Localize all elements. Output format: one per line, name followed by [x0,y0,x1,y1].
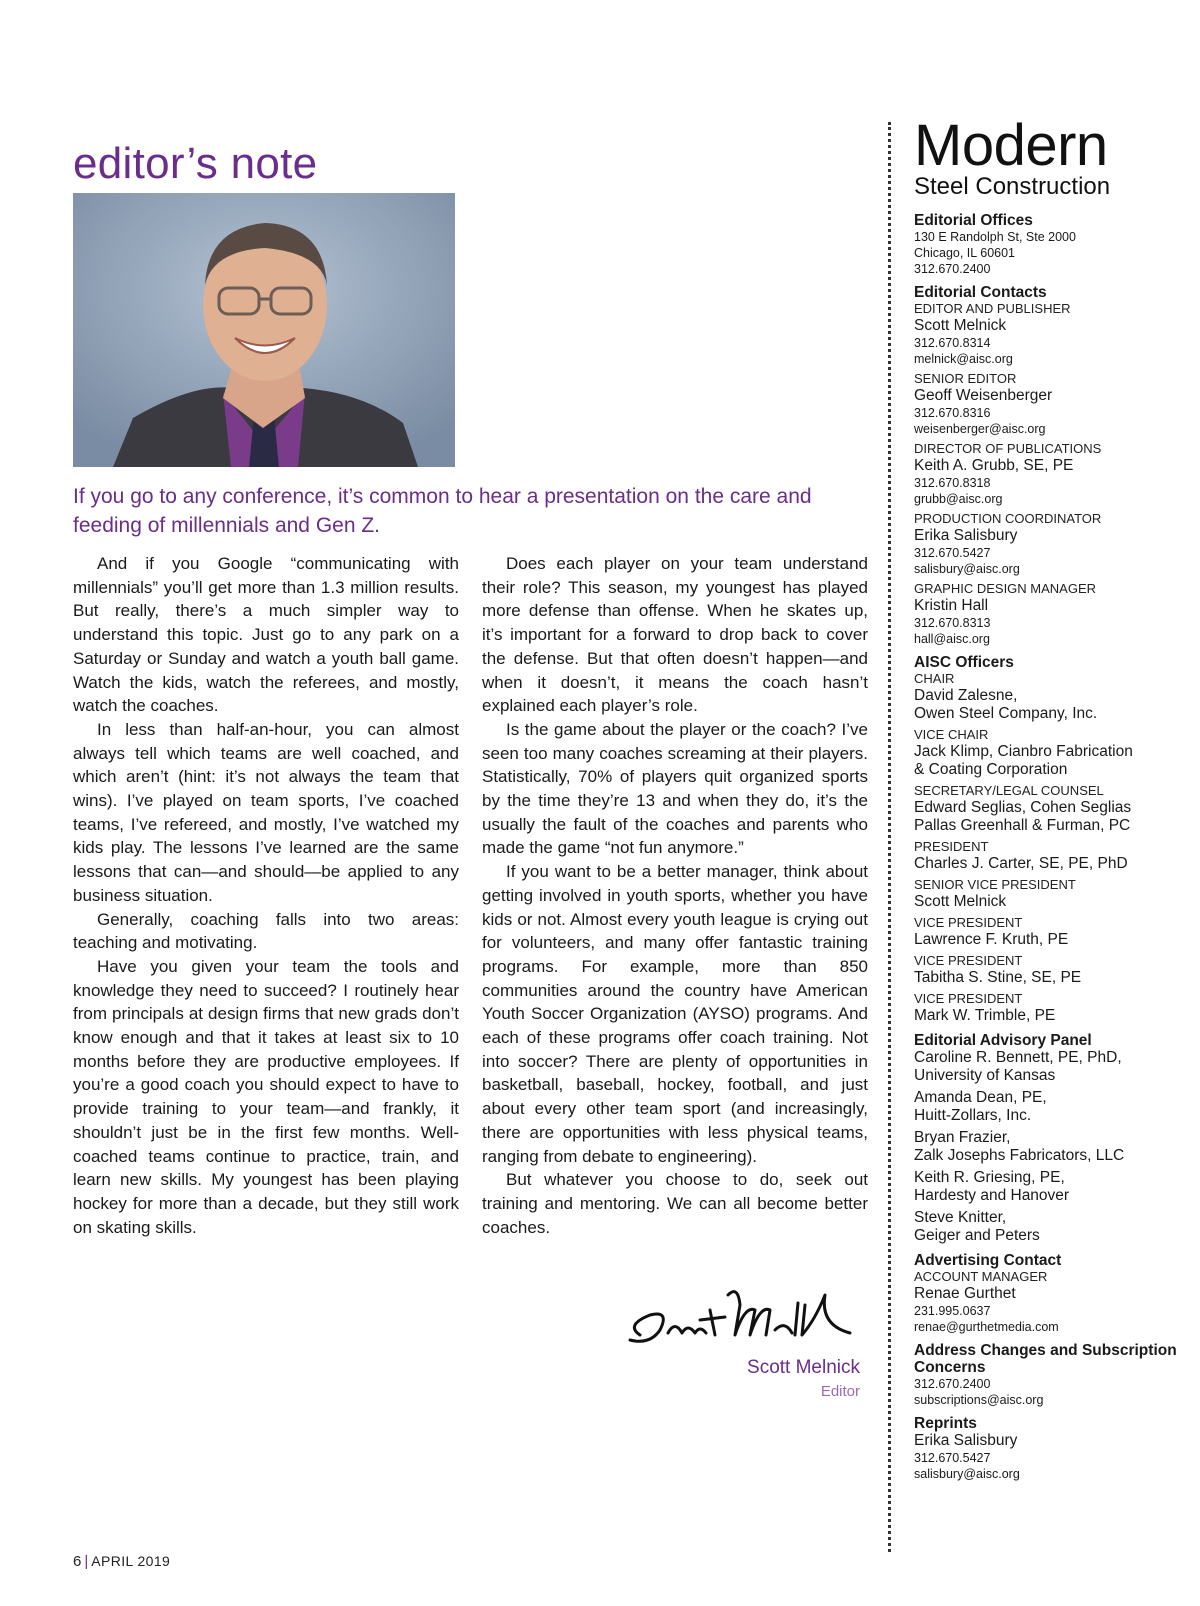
officer [914,671,1194,723]
section-heading: Advertising Contact [914,1252,1062,1269]
handwritten-signature [620,1275,860,1355]
contact-person [914,581,1194,647]
contact-person [914,511,1194,577]
address-changes [914,1342,1194,1408]
paragraph: In less than half-an-hour, you can almost always tell which teams are well coached, and which aren’t (hint: it’s not always the team that wins). I’ve played on team sports, I’ve coached teams, I’ve refereed, and mostly, I’ve watched my kids play. The lessons I’ve learned are the same lessons that can—and should—be applied to any business situation. [73,719,459,905]
panel-member [914,1169,1194,1205]
section-heading: AISC Officers [914,654,1014,671]
section-heading: Editorial Offices [914,212,1033,229]
contact-role: SENIOR EDITOR [914,371,1017,386]
contact-email: melnick@aisc.org [914,352,1013,366]
officer-role: SENIOR VICE PRESIDENT [914,877,1076,892]
panel-member [914,1209,1194,1245]
signature-role: Editor [820,1383,860,1400]
section-heading: Editorial Advisory Panel [914,1032,1092,1049]
officer [914,991,1194,1025]
contact-name: Erika Salisbury [914,1432,1018,1449]
folio-separator: | [84,1553,89,1570]
page-folio [73,1553,170,1570]
reprints [914,1415,1194,1482]
contact-name: Geoff Weisenberger [914,387,1053,404]
paragraph: If you want to be a better manager, think about getting involved in youth sports, whether you have kids or not. Almost every youth league is crying out for volunteers, and many offer fantastic training programs. For example, more than 850 communities around the country have American Youth Soccer Organization (AYSO) programs. And each of these programs offer coach training. Not into soccer? There are plenty of opportunities in basketball, baseball, hockey, football, and just about every other team sport (and increasingly, there are opportunities with less physical teams, ranging from debate to engineering). [482,862,868,1166]
column-divider [888,122,891,1552]
section-heading: Editorial Contacts [914,284,1047,301]
page-title: editor’s note [73,139,318,189]
contact-role: EDITOR AND PUBLISHER [914,301,1071,316]
contact-role: ACCOUNT MANAGER [914,1269,1048,1284]
panel-member [914,1129,1194,1165]
masthead-brand-main: Modern [914,113,1108,178]
officer [914,877,1194,911]
editor-portrait-photo [73,193,455,467]
contact-phone: 312.670.8314 [914,336,991,350]
contact-phone: 312.670.8316 [914,406,991,420]
contact-person [914,301,1194,367]
paragraph: But whatever you choose to do, seek out training and mentoring. We can all become better coaches. [482,1170,868,1237]
masthead-brand-sub: Steel Construction [914,173,1111,200]
contact-role: GRAPHIC DESIGN MANAGER [914,581,1097,596]
contact-phone: 312.670.8318 [914,476,991,490]
contact-phone: 312.670.5427 [914,1451,991,1465]
contact-name: Erika Salisbury [914,527,1018,544]
officer [914,783,1194,835]
contact-person [914,371,1194,437]
paragraph: And if you Google “communicating with millennials” you’ll get more than 1.3 million results. But really, there’s a much simpler way to understand this topic. Just go to any park on a Saturday or Sunday and watch a youth ball game. Watch the kids, watch the referees, and mostly, watch the coaches. [73,554,459,716]
paragraph: Generally, coaching falls into two areas: teaching and motivating. [73,909,459,953]
officer-role: VICE CHAIR [914,727,989,742]
officer-role: VICE PRESIDENT [914,991,1023,1006]
address-line: 130 E Randolph St, Ste 2000 [914,230,1076,244]
contact-email: renae@gurthetmedia.com [914,1320,1059,1334]
officer-name: Charles J. Carter, SE, PE, PhD [914,855,1128,872]
contact-name: Kristin Hall [914,597,989,614]
member-name: Steve Knitter, [914,1209,1007,1226]
contact-person [914,441,1194,507]
officer-name: David Zalesne, [914,687,1018,704]
article-column-right [482,552,868,1239]
article-column-left [73,552,459,1239]
section-heading: Reprints [914,1415,977,1432]
member-org: Zalk Josephs Fabricators, LLC [914,1147,1125,1164]
issue-date: APRIL 2019 [91,1553,171,1569]
advertising-contact [914,1252,1194,1335]
editorial-advisory-panel [914,1032,1194,1245]
phone: 312.670.2400 [914,262,991,276]
contact-email: grubb@aisc.org [914,492,1003,506]
editorial-contacts [914,284,1194,647]
officer-role: VICE PRESIDENT [914,953,1023,968]
paragraph: Have you given your team the tools and knowledge they need to succeed? I routinely hear from principals at design firms that new grads don’t know enough and that it takes at least six to 10 months before they are productive employees. If you’re a good coach you should expect to have to provide training to your team—and frankly, it shouldn’t just be in the first few months. Well-coached teams continue to practice, train, and learn new skills. My youngest has been playing hockey for more than a decade, but they still work on skating skills. [73,956,459,1237]
contact-role: PRODUCTION COORDINATOR [914,511,1102,526]
contact-email: salisbury@aisc.org [914,562,1020,576]
contact-name: Scott Melnick [914,317,1007,334]
officer-role: PRESIDENT [914,839,989,854]
paragraph: Is the game about the player or the coach? I’ve seen too many coaches screaming at their players. Statistically, 70% of players quit organized sports by the time they’re 13 and when they do, it’s the usually the fault of the coaches and parents who made the game “not fun anymore.” [482,719,868,858]
contact-email: subscriptions@aisc.org [914,1393,1044,1407]
officer-name: Lawrence F. Kruth, PE [914,931,1069,948]
member-org: Geiger and Peters [914,1227,1040,1244]
contact-phone: 231.995.0637 [914,1304,991,1318]
page-number: 6 [73,1553,82,1570]
contact-email: salisbury@aisc.org [914,1467,1020,1481]
officer-name: Mark W. Trimble, PE [914,1007,1056,1024]
member-name: Bryan Frazier, [914,1129,1011,1146]
contact-phone: 312.670.5427 [914,546,991,560]
officer-name: Tabitha S. Stine, SE, PE [914,969,1082,986]
officer-role: VICE PRESIDENT [914,915,1023,930]
panel-member [914,1089,1194,1125]
pull-quote: If you go to any conference, it’s common to hear a presentation on the care and feeding of millennials and Gen Z. [73,485,812,537]
officer-affiliation: Pallas Greenhall & Furman, PC [914,817,1131,834]
officer-affiliation: Owen Steel Company, Inc. [914,705,1098,722]
signature-block [620,1275,860,1405]
editorial-offices [914,212,1194,277]
officer [914,953,1194,987]
officer-role: SECRETARY/LEGAL COUNSEL [914,783,1104,798]
member-org: Huitt-Zollars, Inc. [914,1107,1032,1124]
contact-phone: 312.670.2400 [914,1377,991,1391]
portrait-illustration [73,193,455,467]
aisc-officers [914,654,1194,1025]
address-line: Chicago, IL 60601 [914,246,1016,260]
officer-name: Jack Klimp, Cianbro Fabrication [914,743,1133,760]
contact-role: DIRECTOR OF PUBLICATIONS [914,441,1102,456]
officer-name: Edward Seglias, Cohen Seglias [914,799,1132,816]
member-name: Caroline R. Bennett, PE, PhD, [914,1049,1122,1066]
officer-affiliation: & Coating Corporation [914,761,1068,778]
contact-name: Keith A. Grubb, SE, PE [914,457,1074,474]
contact-email: weisenberger@aisc.org [914,422,1046,436]
paragraph: Does each player on your team understand their role? This season, my youngest has played more defense than offense. When he skates up, it’s important for a forward to drop back to cover the defense. But that often doesn’t happen—and when it doesn’t, it means the coach hasn’t explained each player’s role. [482,554,868,716]
officer [914,915,1194,949]
masthead [914,113,1194,1489]
member-org: Hardesty and Hanover [914,1187,1070,1204]
officer-name: Scott Melnick [914,893,1007,910]
panel-member [914,1049,1194,1085]
contact-phone: 312.670.8313 [914,616,991,630]
section-heading: Address Changes and Subscription Concerns [914,1342,1177,1376]
contact-name: Renae Gurthet [914,1285,1016,1302]
member-name: Keith R. Griesing, PE, [914,1169,1065,1186]
officer [914,839,1194,873]
officer [914,727,1194,779]
member-name: Amanda Dean, PE, [914,1089,1047,1106]
member-org: University of Kansas [914,1067,1056,1084]
signature-name: Scott Melnick [747,1357,860,1378]
officer-role: CHAIR [914,671,955,686]
contact-email: hall@aisc.org [914,632,990,646]
